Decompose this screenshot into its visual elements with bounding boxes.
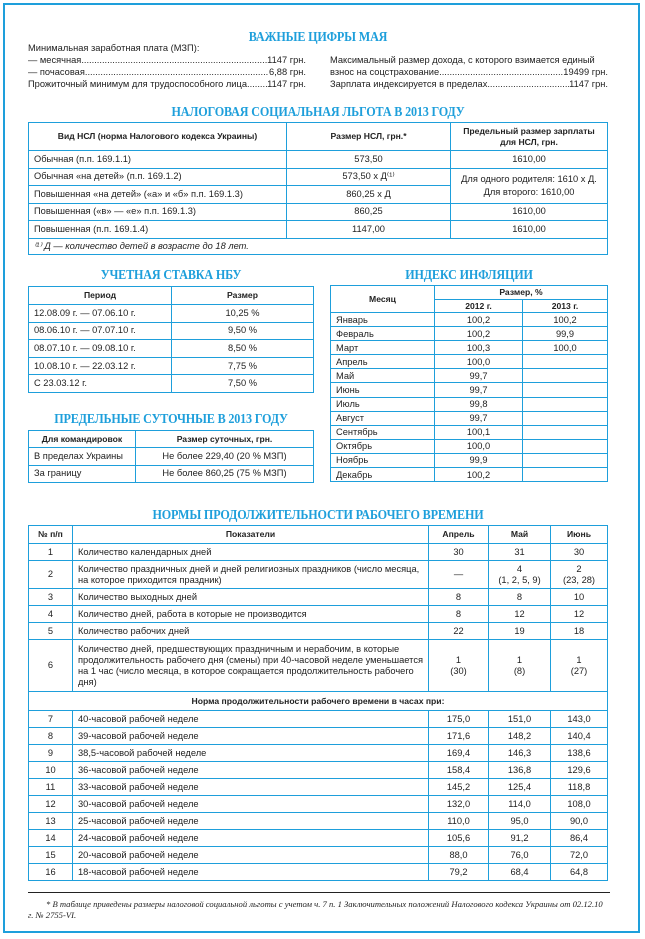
table-row bbox=[29, 561, 608, 589]
table-cell: 86,4 bbox=[551, 830, 608, 847]
table-cell: 125,4 bbox=[489, 779, 551, 796]
table-row bbox=[29, 322, 314, 340]
table-cell: Ноябрь bbox=[331, 453, 435, 467]
table-cell: 100,0 bbox=[435, 355, 523, 369]
per-diem-table bbox=[28, 430, 314, 483]
table-cell: 99,7 bbox=[435, 411, 523, 425]
note-row bbox=[29, 238, 608, 254]
table-cell: 19 bbox=[489, 623, 551, 640]
table-cell: 11 bbox=[29, 779, 73, 796]
table-row bbox=[29, 711, 608, 728]
table-row bbox=[331, 453, 608, 467]
table-cell: 8 bbox=[489, 589, 551, 606]
table-cell: 40-часовой рабочей неделе bbox=[73, 711, 429, 728]
table-cell: Количество дней, предшествующих праздничным и нерабочим, в которые продолжительность рабочего дня (смены) при 40-часовой неделе уменьшается на 1 час (число месяца, в которое сокращается продолжительность рабочего дня) bbox=[73, 640, 429, 692]
key-figure-value: 19499 грн. bbox=[563, 67, 608, 77]
table-cell: 08.06.10 г. — 07.07.10 г. bbox=[29, 322, 172, 340]
table-cell: 158,4 bbox=[429, 762, 489, 779]
table-cell: В пределах Украины bbox=[29, 448, 136, 466]
year-header: 2012 г. bbox=[435, 300, 523, 313]
table-cell: 76,0 bbox=[489, 847, 551, 864]
table-cell: Повышенная («в» — «е» п.п. 169.1.3) bbox=[29, 203, 287, 221]
table-cell: Июнь bbox=[331, 383, 435, 397]
table-cell: Декабрь bbox=[331, 468, 435, 482]
table-cell: 4 (1, 2, 5, 9) bbox=[489, 561, 551, 589]
column-header: Для командировок bbox=[29, 431, 136, 448]
key-figure-label: — месячная bbox=[28, 55, 82, 65]
table-cell: 100,0 bbox=[523, 341, 608, 355]
table-cell: 860,25 х Д bbox=[287, 186, 451, 204]
table-cell: 1610,00 bbox=[451, 221, 608, 239]
table-cell: 12 bbox=[551, 606, 608, 623]
table-cell: 8 bbox=[429, 606, 489, 623]
table-cell: 12 bbox=[29, 796, 73, 813]
table-cell: 171,6 bbox=[429, 728, 489, 745]
table-cell: 151,0 bbox=[489, 711, 551, 728]
table-cell: 8 bbox=[29, 728, 73, 745]
table-cell: 30 bbox=[429, 544, 489, 561]
column-header: Апрель bbox=[429, 526, 489, 544]
table-cell: Количество выходных дней bbox=[73, 589, 429, 606]
table-cell: За границу bbox=[29, 465, 136, 483]
key-figure-label: — почасовая bbox=[28, 67, 85, 77]
key-figure-line bbox=[28, 79, 306, 90]
table-cell bbox=[523, 369, 608, 383]
table-cell: 169,4 bbox=[429, 745, 489, 762]
table-cell: 100,1 bbox=[435, 425, 523, 439]
table-row bbox=[29, 340, 314, 358]
table-cell: — bbox=[429, 561, 489, 589]
header-row bbox=[29, 287, 314, 305]
nsl-title: НАЛОГОВАЯ СОЦИАЛЬНАЯ ЛЬГОТА В 2013 ГОДУ bbox=[171, 104, 465, 119]
key-figure-line bbox=[28, 55, 306, 66]
table-cell: Обычная «на детей» (п.п. 169.1.2) bbox=[29, 168, 287, 186]
table-cell: Октябрь bbox=[331, 439, 435, 453]
max-income-line: Максимальный размер дохода, с которого взимается единый bbox=[330, 55, 595, 65]
key-figure-line bbox=[330, 79, 608, 90]
table-cell: Май bbox=[331, 369, 435, 383]
table-cell: 18 bbox=[551, 623, 608, 640]
norms-title: НОРМЫ ПРОДОЛЖИТЕЛЬНОСТИ РАБОЧЕГО ВРЕМЕНИ bbox=[152, 507, 484, 522]
table-row bbox=[331, 425, 608, 439]
column-header: Май bbox=[489, 526, 551, 544]
table-row bbox=[29, 830, 608, 847]
table-cell: 88,0 bbox=[429, 847, 489, 864]
table-cell bbox=[523, 425, 608, 439]
table-cell: 140,4 bbox=[551, 728, 608, 745]
table-cell: 10.08.10 г. — 22.03.12 г. bbox=[29, 357, 172, 375]
table-row bbox=[331, 383, 608, 397]
table-row bbox=[331, 439, 608, 453]
table-row bbox=[331, 341, 608, 355]
table-cell: 14 bbox=[29, 830, 73, 847]
table-row bbox=[29, 168, 608, 186]
table-cell: 72,0 bbox=[551, 847, 608, 864]
key-figure-label: взнос на соцстрахование bbox=[330, 67, 440, 77]
table-cell: 10 bbox=[29, 762, 73, 779]
table-cell: 1 (30) bbox=[429, 640, 489, 692]
header-row bbox=[29, 123, 608, 151]
table-cell: 100,2 bbox=[435, 327, 523, 341]
table-cell: 20-часовой рабочей неделе bbox=[73, 847, 429, 864]
inflation-title: ИНДЕКС ИНФЛЯЦИИ bbox=[405, 267, 533, 282]
table-row bbox=[331, 313, 608, 327]
table-cell: 145,2 bbox=[429, 779, 489, 796]
table-row bbox=[29, 357, 314, 375]
table-row bbox=[29, 813, 608, 830]
table-cell: 136,8 bbox=[489, 762, 551, 779]
table-cell: 108,0 bbox=[551, 796, 608, 813]
column-header: № п/п bbox=[29, 526, 73, 544]
table-cell bbox=[523, 397, 608, 411]
column-header: Размер суточных, грн. bbox=[136, 431, 314, 448]
dot-leader bbox=[85, 67, 269, 78]
key-figure-value: 1147 грн. bbox=[267, 79, 306, 89]
table-cell: 9 bbox=[29, 745, 73, 762]
table-cell: 1610,00 bbox=[451, 151, 608, 169]
table-cell: 143,0 bbox=[551, 711, 608, 728]
column-header: Размер bbox=[172, 287, 314, 305]
table-row bbox=[331, 327, 608, 341]
table-cell: 95,0 bbox=[489, 813, 551, 830]
key-figure-label: Прожиточный минимум для трудоспособного лица bbox=[28, 79, 247, 89]
table-cell: 99,7 bbox=[435, 369, 523, 383]
table-cell: Март bbox=[331, 341, 435, 355]
table-cell: 132,0 bbox=[429, 796, 489, 813]
table-cell: 38,5-часовой рабочей неделе bbox=[73, 745, 429, 762]
header-row bbox=[29, 431, 314, 448]
table-cell bbox=[523, 439, 608, 453]
table-row bbox=[29, 305, 314, 323]
table-cell: 33-часовой рабочей неделе bbox=[73, 779, 429, 796]
table-cell: 2 bbox=[29, 561, 73, 589]
table-cell: Январь bbox=[331, 313, 435, 327]
key-figure-line bbox=[330, 67, 608, 78]
table-cell: 7,50 % bbox=[172, 375, 314, 393]
table-cell: 146,3 bbox=[489, 745, 551, 762]
table-cell: 100,2 bbox=[435, 468, 523, 482]
table-cell bbox=[523, 411, 608, 425]
column-header: Размер НСЛ, грн.* bbox=[287, 123, 451, 151]
table-cell: 99,7 bbox=[435, 383, 523, 397]
table-cell: Не более 860,25 (75 % МЗП) bbox=[136, 465, 314, 483]
table-row bbox=[29, 465, 314, 483]
table-cell: С 23.03.12 г. bbox=[29, 375, 172, 393]
table-cell: 8,50 % bbox=[172, 340, 314, 358]
table-cell: 12.08.09 г. — 07.06.10 г. bbox=[29, 305, 172, 323]
table-cell: 175,0 bbox=[429, 711, 489, 728]
table-cell: 100,2 bbox=[523, 313, 608, 327]
footnote: * В таблице приведены размеры налоговой социальной льготы с учетом ч. 7 п. 1 Заключительных положений Налогового кодекса Украины от 02.12.10 г. № 2755-VI. bbox=[28, 892, 610, 921]
table-cell: 31 bbox=[489, 544, 551, 561]
dot-leader bbox=[487, 79, 569, 90]
table-cell: Повышенная «на детей» («а» и «б» п.п. 169.1.3) bbox=[29, 186, 287, 204]
table-row bbox=[29, 623, 608, 640]
table-cell: Сентябрь bbox=[331, 425, 435, 439]
table-cell: 100,2 bbox=[435, 313, 523, 327]
table-row bbox=[331, 411, 608, 425]
table-row bbox=[29, 796, 608, 813]
inflation-table bbox=[330, 285, 608, 482]
table-cell: 16 bbox=[29, 864, 73, 881]
header-row bbox=[331, 286, 608, 300]
column-header: Период bbox=[29, 287, 172, 305]
table-row bbox=[29, 762, 608, 779]
table-cell: 1 (27) bbox=[551, 640, 608, 692]
table-cell: Не более 229,40 (20 % МЗП) bbox=[136, 448, 314, 466]
table-cell: 5 bbox=[29, 623, 73, 640]
table-cell: 39-часовой рабочей неделе bbox=[73, 728, 429, 745]
key-figures-title: ВАЖНЫЕ ЦИФРЫ МАЯ bbox=[248, 29, 388, 44]
nbu-rate-table bbox=[28, 286, 314, 393]
table-cell: 10 bbox=[551, 589, 608, 606]
table-cell: 36-часовой рабочей неделе bbox=[73, 762, 429, 779]
table-cell: 573,50 bbox=[287, 151, 451, 169]
table-cell: 91,2 bbox=[489, 830, 551, 847]
table-cell: 860,25 bbox=[287, 203, 451, 221]
table-cell: 99,9 bbox=[435, 453, 523, 467]
table-row bbox=[29, 221, 608, 239]
table-cell: Повышенная (п.п. 169.1.4) bbox=[29, 221, 287, 239]
year-header: 2013 г. bbox=[523, 300, 608, 313]
table-cell: 12 bbox=[489, 606, 551, 623]
nsl-note: ⁽¹⁾ Д — количество детей в возрасте до 18 лет. bbox=[29, 238, 608, 254]
column-header-month: Месяц bbox=[331, 286, 435, 313]
table-cell: 8 bbox=[429, 589, 489, 606]
table-cell: 25-часовой рабочей неделе bbox=[73, 813, 429, 830]
table-cell: 118,8 bbox=[551, 779, 608, 796]
table-row bbox=[331, 369, 608, 383]
column-header-size: Размер, % bbox=[435, 286, 608, 300]
table-cell: 68,4 bbox=[489, 864, 551, 881]
table-cell: Июль bbox=[331, 397, 435, 411]
table-row bbox=[29, 864, 608, 881]
table-cell: 13 bbox=[29, 813, 73, 830]
key-figure-value: 6,88 грн. bbox=[269, 67, 306, 77]
table-row bbox=[29, 203, 608, 221]
subheader-row bbox=[29, 692, 608, 711]
table-cell: 129,6 bbox=[551, 762, 608, 779]
key-figure-label: Зарплата индексируется в пределах bbox=[330, 79, 488, 89]
table-cell: 110,0 bbox=[429, 813, 489, 830]
table-row bbox=[29, 728, 608, 745]
column-header: Предельный размер зарплаты для НСЛ, грн. bbox=[451, 123, 608, 151]
dot-leader bbox=[439, 67, 563, 78]
table-row bbox=[29, 151, 608, 169]
table-cell: 30-часовой рабочей неделе bbox=[73, 796, 429, 813]
table-cell: 64,8 bbox=[551, 864, 608, 881]
table-cell: Количество праздничных дней и дней религиозных праздников (число месяца, на которое приходится праздник) bbox=[73, 561, 429, 589]
header-row bbox=[29, 526, 608, 544]
table-cell: 573,50 х Д⁽¹⁾ bbox=[287, 168, 451, 186]
key-figure-line bbox=[28, 67, 306, 78]
table-cell: 99,9 bbox=[523, 327, 608, 341]
table-cell: 24-часовой рабочей неделе bbox=[73, 830, 429, 847]
table-cell: 9,50 % bbox=[172, 322, 314, 340]
table-cell: 1 (8) bbox=[489, 640, 551, 692]
table-row bbox=[331, 468, 608, 482]
work-time-norms-table bbox=[28, 525, 608, 881]
table-cell: Для одного родителя: 1610 х Д. Для второго: 1610,00 bbox=[451, 168, 608, 203]
table-row bbox=[331, 397, 608, 411]
table-cell bbox=[523, 383, 608, 397]
key-figure-value: 1147 грн. bbox=[569, 79, 608, 89]
table-cell: 99,8 bbox=[435, 397, 523, 411]
table-cell: Количество дней, работа в которые не производится bbox=[73, 606, 429, 623]
table-row bbox=[29, 779, 608, 796]
per-diem-title: ПРЕДЕЛЬНЫЕ СУТОЧНЫЕ В 2013 ГОДУ bbox=[54, 411, 288, 426]
table-row bbox=[29, 589, 608, 606]
table-cell: 08.07.10 г. — 09.08.10 г. bbox=[29, 340, 172, 358]
table-row bbox=[29, 640, 608, 692]
table-cell: 105,6 bbox=[429, 830, 489, 847]
table-row bbox=[29, 847, 608, 864]
table-row bbox=[331, 355, 608, 369]
table-cell: 138,6 bbox=[551, 745, 608, 762]
table-cell: Обычная (п.п. 169.1.1) bbox=[29, 151, 287, 169]
table-cell: 2 (23, 28) bbox=[551, 561, 608, 589]
column-header: Вид НСЛ (норма Налогового кодекса Украины) bbox=[29, 123, 287, 151]
table-cell: 148,2 bbox=[489, 728, 551, 745]
table-cell: 15 bbox=[29, 847, 73, 864]
table-row bbox=[29, 745, 608, 762]
column-header: Июнь bbox=[551, 526, 608, 544]
key-figure-value: 1147 грн. bbox=[267, 55, 306, 65]
table-cell: 30 bbox=[551, 544, 608, 561]
table-row bbox=[29, 544, 608, 561]
table-cell: 100,0 bbox=[435, 439, 523, 453]
table-cell: 10,25 % bbox=[172, 305, 314, 323]
table-cell: Апрель bbox=[331, 355, 435, 369]
table-cell: 6 bbox=[29, 640, 73, 692]
nsl-table bbox=[28, 122, 608, 255]
table-cell: 1610,00 bbox=[451, 203, 608, 221]
table-cell: 114,0 bbox=[489, 796, 551, 813]
table-cell: 7,75 % bbox=[172, 357, 314, 375]
table-cell bbox=[523, 355, 608, 369]
table-cell bbox=[523, 468, 608, 482]
table-cell: Февраль bbox=[331, 327, 435, 341]
table-cell: 100,3 bbox=[435, 341, 523, 355]
table-cell: 4 bbox=[29, 606, 73, 623]
table-cell: 7 bbox=[29, 711, 73, 728]
nbu-title: УЧЕТНАЯ СТАВКА НБУ bbox=[100, 267, 242, 282]
table-cell: 22 bbox=[429, 623, 489, 640]
table-cell: 1 bbox=[29, 544, 73, 561]
table-cell: 3 bbox=[29, 589, 73, 606]
table-cell: 1147,00 bbox=[287, 221, 451, 239]
table-cell: Август bbox=[331, 411, 435, 425]
table-row bbox=[29, 606, 608, 623]
table-cell: Количество рабочих дней bbox=[73, 623, 429, 640]
subheader: Норма продолжительности рабочего времени в часах при: bbox=[29, 692, 608, 711]
column-header: Показатели bbox=[73, 526, 429, 544]
table-row bbox=[29, 375, 314, 393]
table-cell: Количество календарных дней bbox=[73, 544, 429, 561]
table-cell: 18-часовой рабочей неделе bbox=[73, 864, 429, 881]
dot-leader bbox=[247, 79, 267, 90]
table-cell: 79,2 bbox=[429, 864, 489, 881]
min-wage-label: Минимальная заработная плата (МЗП): bbox=[28, 43, 200, 53]
table-cell: 90,0 bbox=[551, 813, 608, 830]
table-cell bbox=[523, 453, 608, 467]
dot-leader bbox=[81, 55, 267, 66]
table-row bbox=[29, 448, 314, 466]
